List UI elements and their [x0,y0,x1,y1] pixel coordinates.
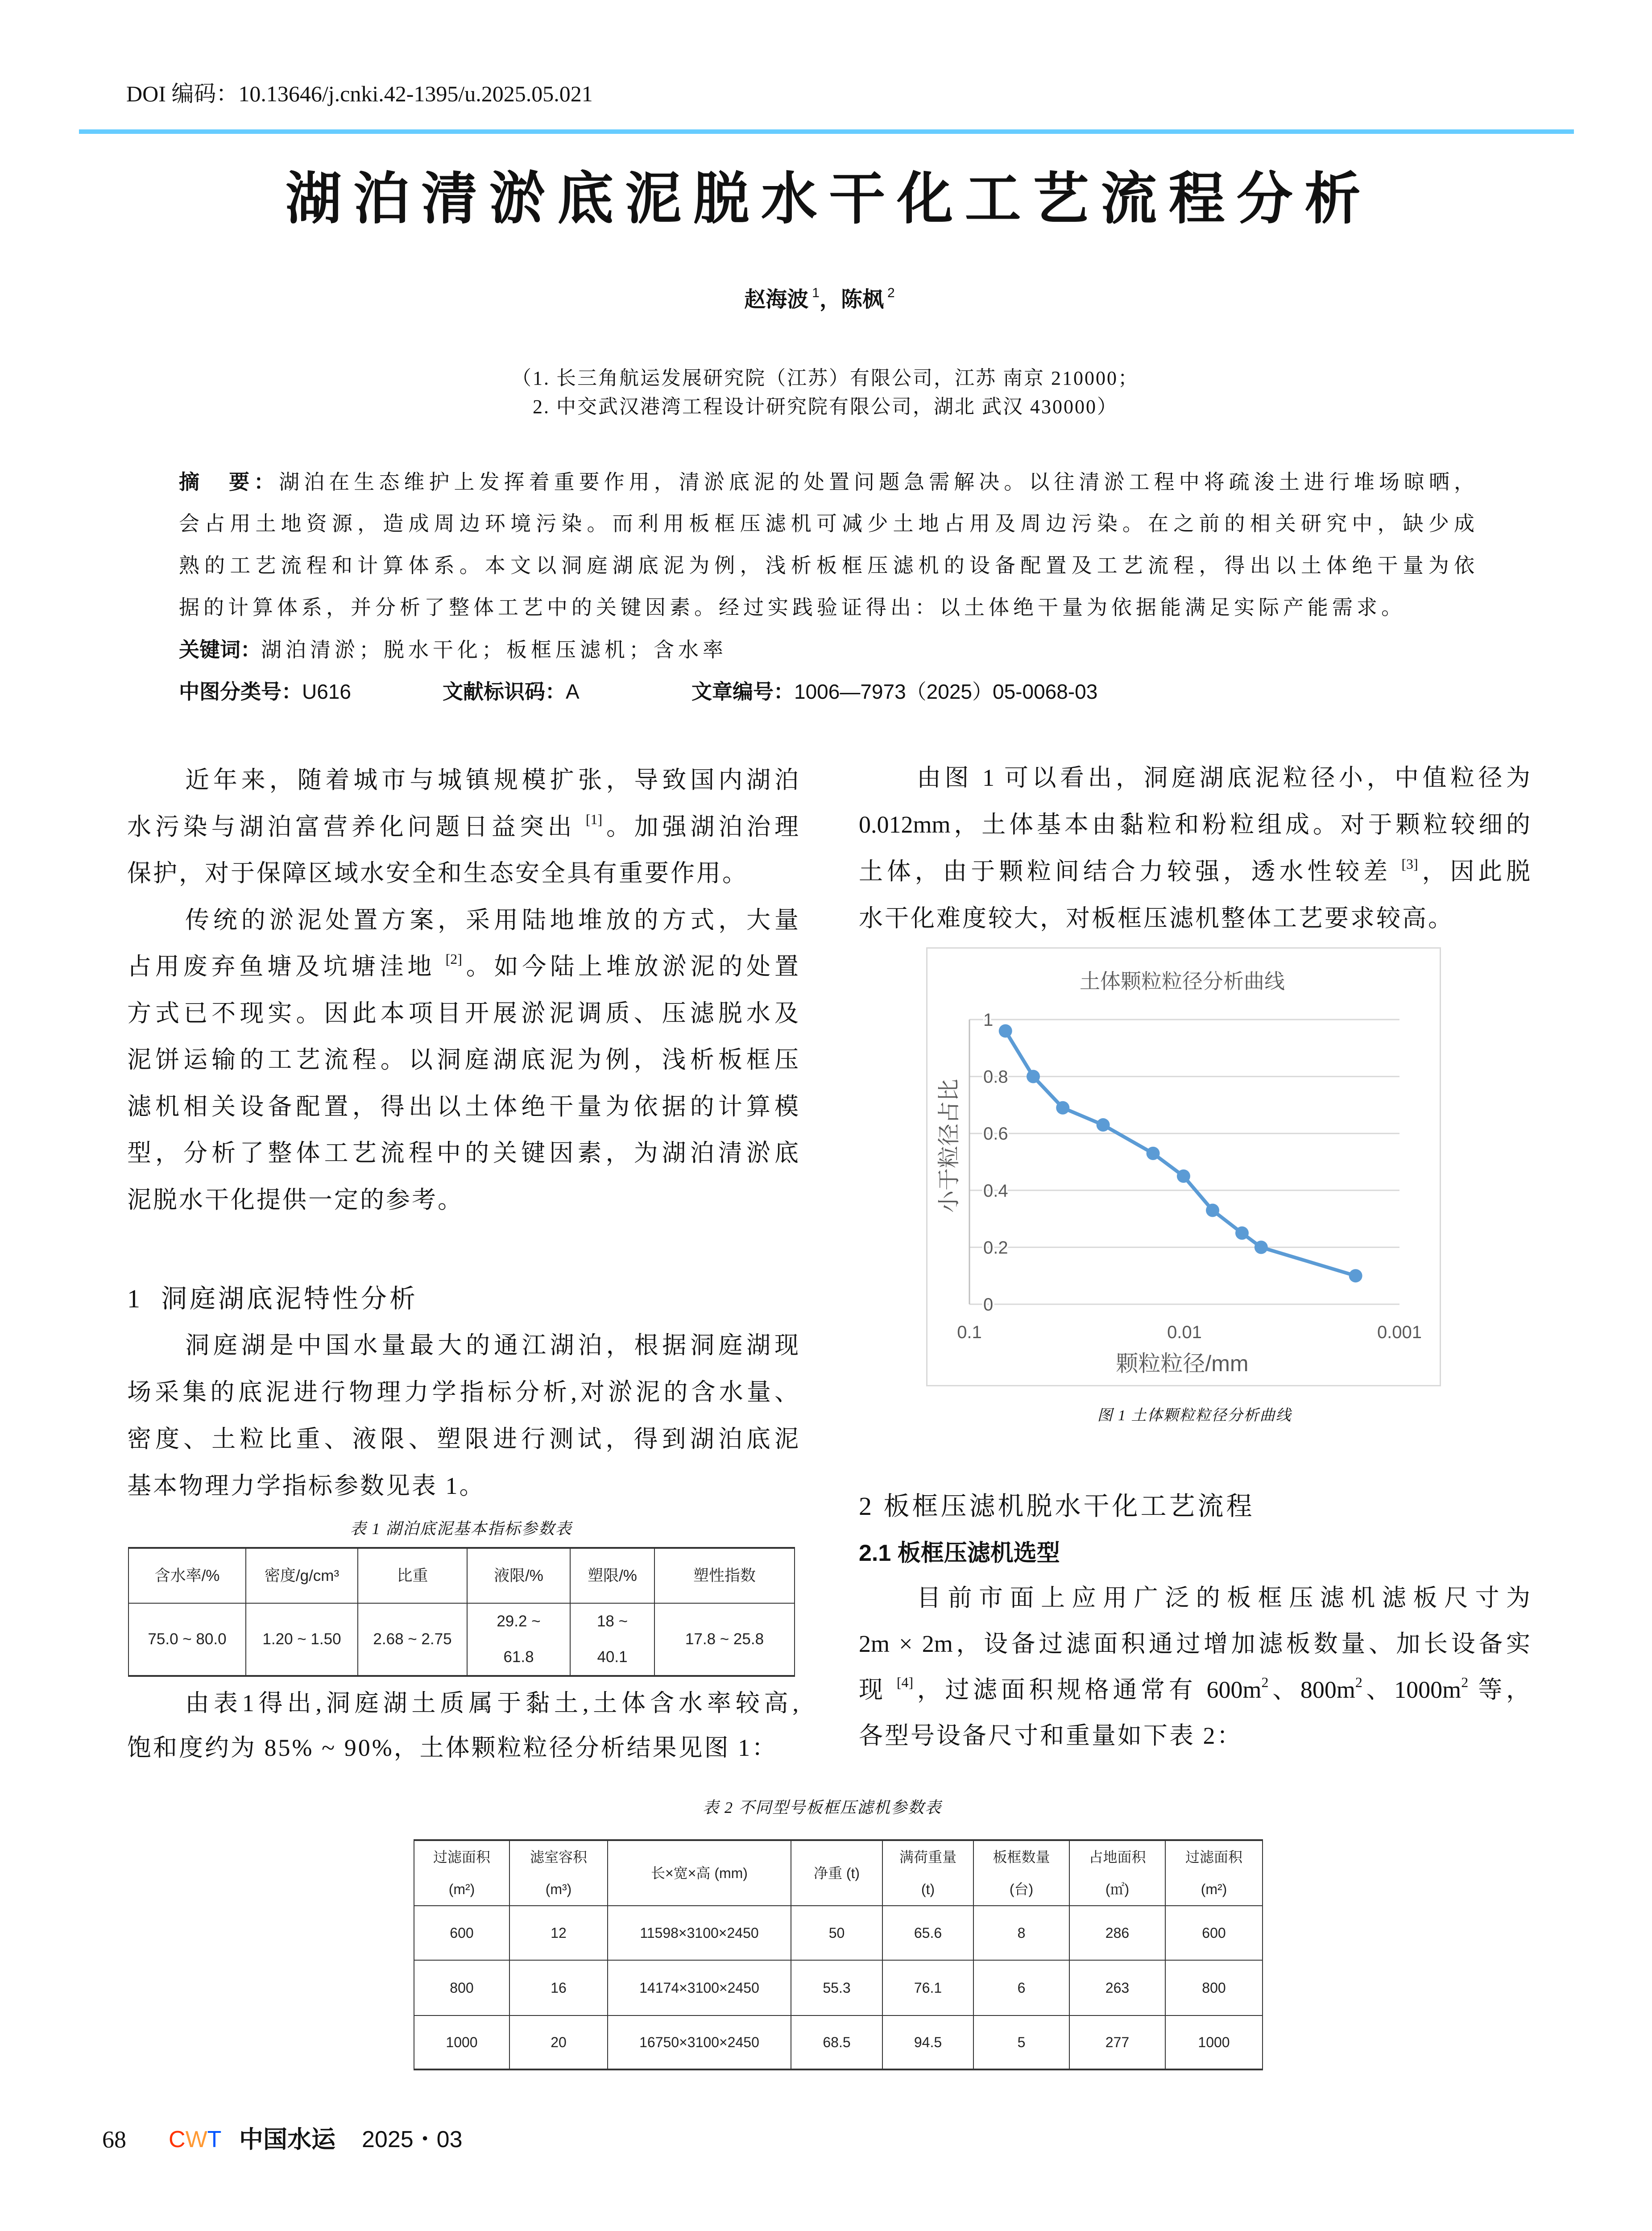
table-cell [1165,2015,1263,2069]
text-run: 保护，对于保障区域水安全和生态安全具有重要作用。 [127,860,748,887]
figure-1-caption: 图 1 土体颗粒粒径分析曲线 [1097,1407,1292,1424]
cell-text: 液限/% [494,1567,543,1584]
text-run: 各型号设备尺寸和重量如下表 2： [859,1722,1243,1749]
cell-text: 800 [450,1980,474,1996]
table-cell [608,2015,791,2069]
column-header [467,1548,570,1603]
table-row [414,1960,1263,2015]
cell-text: 20 [551,2034,567,2050]
particle-size-chart [926,947,1441,1386]
classification-line [179,671,1474,713]
cell-text: 板框数量 [993,1849,1050,1865]
cell-text: 600 [1202,1925,1226,1941]
table-cell [509,1906,608,1960]
abstract-line: 据的计算体系，并分析了整体工艺中的关键因素。经过实践验证得出：以土体绝干量为依据能满足实际产能需求。 [179,596,1406,619]
article-title: 湖泊清淤底泥脱水干化工艺流程分析 [286,169,1361,231]
cell-text: 1000 [1198,2034,1230,2050]
citation-superscript: [4] [896,1674,914,1690]
table-cell [246,1603,358,1676]
table-2 [414,1839,1263,2070]
table-cell [973,1960,1069,2015]
clc-value: U616 [302,680,351,703]
text-line [859,848,1530,895]
y-tick-label: 0.6 [983,1124,1008,1144]
cell-text: 76.1 [914,1980,942,1996]
chart-canvas [927,949,1440,1385]
cell-text: 68.5 [823,2034,851,2050]
table-cell [882,1960,973,2015]
journal-logo [169,2124,221,2155]
table-cell [1165,1906,1263,1960]
cell-text: (m³) [545,1881,572,1897]
citation-superscript: [1] [585,811,603,827]
cell-text: 17.8 ~ 25.8 [685,1630,764,1648]
table-header-row [414,1840,1263,1906]
text-run: 密度、土粒比重、液限、塑限进行测试，得到湖泊底泥 [127,1426,799,1452]
cell-text: 11598×3100×2450 [640,1925,759,1941]
data-point [1235,1227,1249,1240]
text-line [127,1463,799,1509]
table-cell [882,2015,973,2069]
cell-text: (m²) [1201,1881,1227,1897]
abstract-line [179,461,1474,503]
table-cell [509,1960,608,2015]
affiliation-line: 2. 中交武汉港湾工程设计研究院有限公司，湖北 武汉 430000） [533,396,1118,418]
table-cell [467,1603,570,1676]
cell-text: 16750×3100×2450 [639,2034,759,2050]
cell-text: 286 [1105,1925,1130,1941]
table-cell [654,1603,795,1676]
affiliation-line: （1. 长三角航运发展研究院（江苏）有限公司，江苏 南京 210000； [512,367,1139,389]
section-1-paragraph-2 [127,1681,799,1770]
header-rule [79,129,1574,134]
text-line [127,897,799,944]
keywords-label: 关键词： [179,638,261,661]
citation-superscript: 2 [1261,1674,1269,1690]
text-run: 泥脱水干化提供一定的参考。 [127,1186,464,1213]
table-cell [509,2015,608,2069]
column-header [358,1548,467,1603]
x-tick-label: 0.01 [1167,1323,1202,1342]
cell-text: 1000 [446,2034,478,2050]
page-number: 68 [102,2126,126,2153]
cell-text: 含水率/% [154,1567,220,1584]
intro-paragraphs [127,757,799,1223]
author-name: 陈枫 [841,288,884,311]
cell-text: 40.1 [597,1648,628,1666]
section-1-paragraph [127,1322,799,1509]
text-line [127,1681,799,1725]
text-run: 占用废弃鱼塘及坑塘洼地 [127,953,446,980]
cell-text: 12 [551,1925,567,1941]
logo-letter: W [185,2127,207,2152]
article-number-label: 文章编号： [691,680,794,703]
text-line [859,1621,1530,1667]
data-point [1206,1203,1219,1217]
text-run: 目前市面上应用广泛的板框压滤机滤板尺寸为 [917,1584,1530,1611]
keywords-text: 湖泊清淤；脱水干化；板框压滤机；含水率 [261,639,727,661]
text-line [127,1369,799,1416]
text-line [859,801,1530,848]
column-header [414,1840,509,1906]
table-row [128,1603,795,1676]
text-line [127,757,799,804]
column-header [791,1840,882,1906]
text-run: 方式已不现实。因此本项目开展淤泥调质、压滤脱水及 [127,999,799,1027]
logo-letter: T [207,2127,222,2152]
table-cell [128,1603,246,1676]
cell-text: 5 [1017,2034,1026,2050]
cell-text: 55.3 [823,1980,851,1996]
cell-text: 94.5 [914,2034,942,2050]
journal-issue: 2025・03 [362,2127,463,2152]
chart-title: 土体颗粒粒径分析曲线 [1080,970,1285,993]
data-point [1147,1147,1160,1160]
citation-superscript: [3] [1401,856,1418,872]
table-cell [414,2015,509,2069]
cell-text: 占地面积 [1089,1849,1146,1865]
cell-text: 过滤面积 [433,1849,490,1865]
text-run: 等， [1468,1676,1530,1703]
author-separator: ， [819,288,841,311]
y-tick-label: 1 [983,1010,994,1030]
table-cell [791,2015,882,2069]
data-point [1027,1070,1040,1083]
cell-text: (㎡) [1105,1881,1130,1897]
data-point [1255,1240,1268,1254]
table-cell [973,2015,1069,2069]
cell-text: 263 [1105,1980,1130,1996]
cell-text: 14174×3100×2450 [639,1980,759,1996]
text-line [127,943,799,990]
table-cell [882,1906,973,1960]
text-run: 传统的淤泥处置方案，采用陆地堆放的方式，大量 [185,906,799,933]
cell-text: 65.6 [914,1925,942,1941]
data-point [1177,1169,1190,1183]
text-line [127,850,799,897]
data-point [999,1024,1012,1038]
author-affiliation-mark: 1 [812,286,820,300]
table-cell [1069,2015,1165,2069]
text-line [859,1575,1530,1621]
chart-gridlines [969,1020,1399,1304]
text-run: ，过滤面积规格通常有 600m [913,1676,1262,1703]
section-2-1-heading: 2.1 板框压滤机选型 [859,1540,1060,1566]
cell-text: (台) [1009,1881,1034,1897]
document-code [443,671,580,713]
citation-superscript: [2] [445,951,462,967]
table-cell [414,1906,509,1960]
text-run: 水污染与湖泊富营养化问题日益突出 [127,813,586,840]
cell-text: 滤室容积 [530,1849,587,1865]
table-cell [570,1603,654,1676]
text-run: 土体，由于颗粒间结合力较强，透水性较差 [859,858,1402,885]
text-run: 洞庭湖是中国水量最大的通江湖泊，根据洞庭湖现 [185,1332,799,1359]
text-line [859,895,1530,942]
keywords-line [179,629,1474,671]
cell-text: 29.2 ~ [497,1613,541,1630]
table-cell [358,1603,467,1676]
text-run: 基本物理力学指标参数见表 1。 [127,1472,485,1499]
table-2-caption: 表 2 不同型号板框压滤机参数表 [702,1799,942,1816]
text-line [859,755,1530,801]
section-2-1-paragraph [859,1575,1530,1759]
chart-series [999,1024,1362,1283]
cell-text: 800 [1202,1980,1226,1996]
text-line [127,1322,799,1369]
y-tick-label: 0.4 [983,1181,1008,1201]
cell-text: 277 [1105,2034,1130,2050]
data-point [1056,1101,1069,1115]
x-tick-label: 0.1 [957,1323,982,1342]
abstract-block [179,461,1474,713]
text-line [127,1177,799,1223]
text-run: 由图 1 可以看出，洞庭湖底泥粒径小，中值粒径为 [917,764,1530,791]
document-code-value: A [566,680,580,703]
figure-discussion-paragraph [859,755,1530,942]
text-run: 、1000m [1362,1676,1462,1703]
table-1-caption: 表 1 湖泊底泥基本指标参数表 [350,1520,572,1538]
document-code-label: 文献标识码： [443,680,566,703]
abstract-text: 湖泊在生态维护上发挥着重要作用，清淤底泥的处置问题急需解决。以往清淤工程中将疏浚土进行堆场晾晒， [279,471,1474,493]
text-line [127,1725,799,1770]
column-header [654,1548,795,1603]
x-tick-label: 0.001 [1377,1323,1422,1342]
column-header [509,1840,608,1906]
text-line [127,1416,799,1463]
text-run: 场采集的底泥进行物理力学指标分析,对淤泥的含水量、 [127,1379,799,1406]
doi-line: DOI 编码：10.13646/j.cnki.42-1395/u.2025.05.021 [126,81,593,106]
column-header [128,1548,246,1603]
table-cell [1165,1960,1263,2015]
table-cell [791,1960,882,2015]
table-1 [128,1547,795,1677]
x-axis-title: 颗粒粒径/mm [1116,1351,1249,1376]
cell-text: 16 [551,1980,567,1996]
cell-text: 过滤面积 [1185,1849,1242,1865]
text-line [127,1037,799,1083]
article-number-value: 1006—7973（2025）05-0068-03 [794,680,1098,703]
column-header [1165,1840,1263,1906]
section-1-heading: 1 洞庭湖底泥特性分析 [127,1284,418,1313]
table-row [414,1906,1263,1960]
cell-text: 长×宽×高 (mm) [651,1865,748,1881]
column-header [1069,1840,1165,1906]
table-cell [973,1906,1069,1960]
citation-superscript: 2 [1355,1674,1362,1690]
text-run: 由表1得出,洞庭湖土质属于黏土,土体含水率较高, [185,1690,799,1717]
cell-text: 2.68 ~ 2.75 [373,1630,452,1648]
table-cell [791,1906,882,1960]
column-header [882,1840,973,1906]
text-run: 现 [859,1676,897,1703]
cell-text: 密度/g/cm³ [264,1567,340,1584]
journal-name: 中国水运 [239,2126,335,2153]
data-point [1097,1118,1110,1132]
column-header [570,1548,654,1603]
abstract-label: 摘 要： [179,470,279,493]
cell-text: 75.0 ~ 80.0 [148,1630,227,1648]
cell-text: 50 [828,1925,845,1941]
text-run: 。加强湖泊治理 [602,813,799,840]
column-header [973,1840,1069,1906]
cell-text: 1.20 ~ 1.50 [262,1630,341,1648]
cell-text: 净重 (t) [813,1865,860,1881]
text-run: 饱和度约为 85% ~ 90%，土体颗粒粒径分析结果见图 1： [127,1734,778,1761]
column-header [246,1548,358,1603]
section-2-heading: 2 板框压滤机脱水干化工艺流程 [859,1492,1255,1521]
column-header [608,1840,791,1906]
citation-superscript: 2 [1461,1674,1469,1690]
data-line [1006,1031,1356,1276]
affiliations [446,364,1205,421]
table-cell [608,1960,791,2015]
table-header-row [128,1548,795,1603]
table-cell [608,1906,791,1960]
cell-text: 塑限/% [588,1567,637,1584]
author-affiliation-mark: 2 [887,286,895,300]
text-run: 泥饼运输的工艺流程。以洞庭湖底泥为例，浅析板框压 [127,1046,799,1073]
data-point [1349,1269,1362,1282]
table-cell [1069,1906,1165,1960]
cell-text: 满荷重量 [899,1849,956,1865]
page-footer [102,2124,504,2155]
table-cell [1069,1960,1165,2015]
author-line [596,286,1043,313]
text-line [127,990,799,1037]
cell-text: 8 [1017,1925,1026,1941]
text-run: 0.012mm，土体基本由黏粒和粉粒组成。对于颗粒较细的 [859,811,1530,838]
y-tick-label: 0 [983,1295,994,1315]
clc-number [179,671,351,713]
text-run: ，因此脱 [1418,858,1530,885]
text-run: 、800m [1268,1676,1355,1703]
y-axis-title: 小于粒径占比 [936,1079,961,1213]
article-number [691,671,1097,713]
author-name: 赵海波 [744,288,809,311]
abstract-line: 熟的工艺流程和计算体系。本文以洞庭湖底泥为例，浅析板框压滤机的设备配置及工艺流程，得出以土体绝干量为依 [179,554,1474,577]
text-line [127,1083,799,1130]
text-line [859,1713,1530,1759]
cell-text: (m²) [448,1881,475,1897]
text-run: 。如今陆上堆放淤泥的处置 [462,953,799,980]
cell-text: 塑性指数 [693,1567,756,1584]
text-line [859,1667,1530,1713]
text-run: 2m × 2m，设备过滤面积通过增加滤板数量、加长设备实 [859,1630,1530,1657]
cell-text: (t) [921,1881,935,1897]
cell-text: 18 ~ [596,1613,628,1630]
table-row [414,2015,1263,2069]
cell-text: 61.8 [503,1648,534,1666]
cell-text: 600 [450,1925,474,1941]
table-cell [414,1960,509,2015]
text-line [127,1130,799,1177]
clc-label: 中图分类号： [179,680,302,703]
y-tick-label: 0.2 [983,1238,1008,1258]
abstract-line: 会占用土地资源，造成周边环境污染。而利用板框压滤机可减少土地占用及周边污染。在之前的相关研究中，缺少成 [179,512,1474,535]
cell-text: 比重 [397,1567,428,1584]
text-line [127,804,799,850]
text-run: 滤机相关设备配置，得出以土体绝干量为依据的计算模 [127,1093,799,1120]
text-run: 型，分析了整体工艺流程中的关键因素，为湖泊清淤底 [127,1140,799,1166]
cell-text: 6 [1017,1980,1026,1996]
text-run: 水干化难度较大，对板框压滤机整体工艺要求较高。 [859,905,1454,932]
text-run: 近年来，随着城市与城镇规模扩张，导致国内湖泊 [185,767,799,793]
logo-letter: C [169,2127,186,2152]
y-tick-label: 0.8 [983,1067,1008,1087]
